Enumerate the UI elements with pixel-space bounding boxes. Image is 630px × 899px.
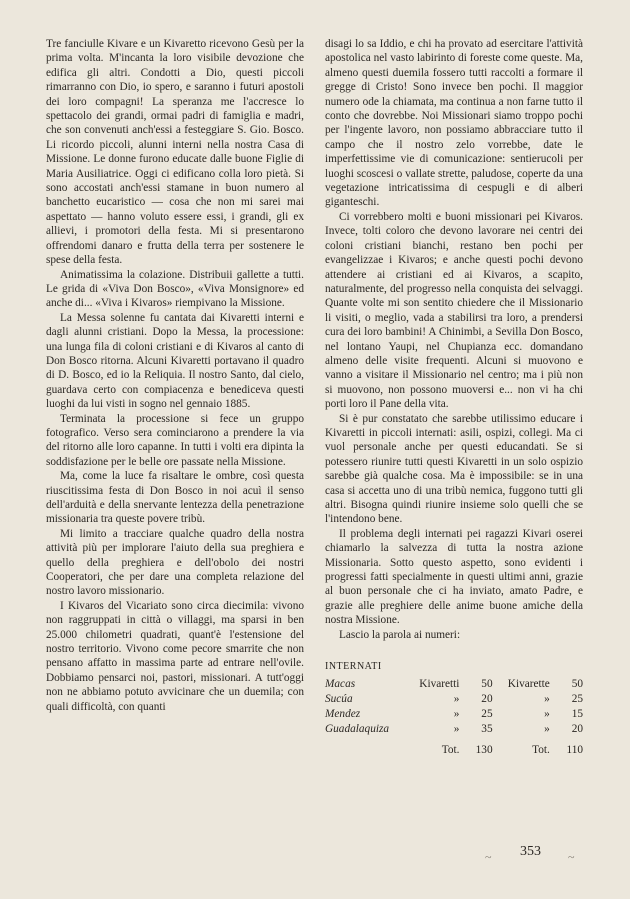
- paragraph: Mi limito a tracciare qualche quadro della nostra attività più per implorare l'aiuto della sua preghiera e quello della preghiera e dell'obolo dei nostri Cooperatori, che per dare una completa relazione del nostro lavoro missionario.: [46, 527, 304, 598]
- female-value-cell: 50: [571, 677, 583, 690]
- male-label-cell: Kivaretti: [419, 677, 460, 690]
- totals-row: [325, 736, 583, 757]
- female-label-cell: »: [544, 692, 550, 705]
- right-column: [325, 37, 583, 757]
- female-total-value: 110: [566, 743, 583, 756]
- place-cell: Macas: [325, 677, 356, 690]
- paragraph: I Kivaros del Vicariato sono circa diecimila: vivono non raggruppati in città o villaggi, ma sparsi in ben 25.000 chilometri quadrati, quant'è l'estensione del nostro territorio. Vivono come pecore smarrite che non pensano affatto in massima parte ad entrare nell'ovile. Dobbiamo pensarci noi, pastori, missionari. A tutt'oggi non ne abbiamo potuto avvicinare che un duemila; con quali difficoltà, con quanti: [46, 599, 304, 713]
- decorative-mark: ~: [485, 850, 492, 864]
- table-row: [325, 676, 583, 691]
- page-number: 353: [520, 844, 541, 859]
- paragraph: Lascio la parola ai numeri:: [339, 628, 461, 641]
- paragraph: Terminata la processione si fece un gruppo fotografico. Verso sera cominciarono a prendere la via del ritorno alle loro capanne. In tutti i volti era dipinta la soddisfazione per le belle ore passate nella Missione.: [46, 412, 304, 468]
- male-label-cell: »: [453, 707, 460, 720]
- male-total-value: 130: [475, 743, 493, 756]
- male-label-cell: »: [453, 692, 460, 705]
- place-cell: Mendez: [325, 707, 361, 720]
- paragraph: Ci vorrebbero molti e buoni missionari pei Kivaros. Invece, tolti coloro che devono lavorare nei centri dei coloni cristiani bianchi, restano ben pochi per evangelizzae i Kivaros; e anche questi pochi devono attendere ai cristiani ed ai Kivaros, a scapito, naturalmente, del progresso nella conquista dei selvaggi. Quante volte mi son sentito chiedere che il Missionario li visiti, o meglio, vada a stabilirsi tra loro, a prendersi cura dei loro bambini! A Chinimbi, a Sevilla Don Bosco, nel lontano Yaupi, nel Chupianza ecc. domandano almeno delle visite frequenti. Alcuni si muovono e vanno a visitare il Missionario nel centro; ma i più non si muovono, non possono muoversi e... non vi ha chi porti loro il Pane della vita.: [325, 210, 583, 411]
- female-value-cell: 20: [571, 722, 583, 735]
- left-column: [46, 37, 304, 714]
- female-label-cell: »: [544, 722, 550, 735]
- paragraph: La Messa solenne fu cantata dai Kivaretti interni e dagli alunni cristiani. Dopo la Messa, la processione: una lunga fila di coloni cristiani e di Kivaros al canto di Don Bosco ritorna. Alcuni Kivaretti portavano il quadro di D. Bosco, ed io la Reliquia. Il nostro Santo, dal cielo, guardava certo con compiacenza e benediceva questi luoghi da lui visti in sogno nel gennaio 1885.: [46, 311, 304, 411]
- table-row: [325, 721, 583, 736]
- paragraph: Animatissima la colazione. Distribuii gallette a tutti. Le grida di «Viva Don Bosco», «Viva Monsignore» ed anche di... «Viva i Kivaros» riempivano la Missione.: [46, 268, 304, 310]
- male-value-cell: 35: [481, 722, 493, 735]
- internati-table: [325, 676, 583, 757]
- table-row: [325, 691, 583, 706]
- paragraph: Ma, come la luce fa risaltare le ombre, così questa riuscitissima festa di Don Bosco in noi acuì il senso dell'arduità e della snervante lentezza della penetrazione missionaria tra queste povere tribù.: [46, 470, 304, 526]
- table-row: [325, 706, 583, 721]
- male-value-cell: 50: [481, 677, 493, 690]
- female-total-label: Tot.: [532, 743, 550, 756]
- place-cell: Guadalaquiza: [325, 722, 390, 735]
- female-label-cell: Kivarette: [507, 677, 550, 690]
- paragraph: disagi lo sa Iddio, e chi ha provato ad esercitare l'attività apostolica nel vasto labirinto di foreste come queste. Ma, almeno questi duemila fossero tutti raccolti a formare il gregge di Cristo! Sono invece ben pochi. Il maggior numero ode la chiamata, ma continua a non farne tutto il conto che dovrebbe. Noi Missionari siamo troppo pochi per l'ingente lavoro, non possiamo abbracciare tutto il campo che il nostro zelo vorrebbe, date le imperfettissime vie di comunicazione: sentierucoli per luoghi scoscesi o vallate strette, paludose, coperte da una vegetazione intricatissima di cespugli e di alberi giganteschi.: [325, 38, 583, 209]
- table-title: INTERNATI: [325, 661, 382, 673]
- female-value-cell: 25: [571, 692, 583, 705]
- male-total-label: Tot.: [441, 743, 460, 756]
- paragraph: Si è pur constatato che sarebbe utilissimo educare i Kivaretti in piccoli internati: asili, ospizi, collegi. Ma ci vuol personale anche per questi educandati. Se si potessero riunire tutti questi Kivaretti in un solo ospizio sarebbe già qualche cosa. Ma è impossibile: se in una casa si accetta uno di una tribù nemica, fuggono tutti gli altri. Bisogna quindi riunire insieme solo quelli che se l'intendono bene.: [325, 412, 583, 526]
- male-value-cell: 25: [481, 707, 493, 720]
- paragraph: Il problema degli internati pei ragazzi Kivari oserei chiamarlo la salvezza di tutta la nostra azione Missionaria. Sotto questo aspetto, sono evidenti i progressi fatti specialmente in questi ultimi anni, grazie al buon personale che ci ha inviato, amato Padre, e grazie alle preghiere delle anime buone amiche della nostra Missione.: [325, 527, 583, 627]
- male-value-cell: 20: [481, 692, 493, 705]
- female-value-cell: 15: [571, 707, 583, 720]
- place-cell: Sucúa: [325, 692, 353, 705]
- decorative-mark: ~: [568, 850, 575, 864]
- male-label-cell: »: [453, 722, 460, 735]
- female-label-cell: »: [544, 707, 550, 720]
- paragraph: Tre fanciulle Kivare e un Kivaretto ricevono Gesù per la prima volta. M'incanta la loro visibile devozione che edifica gli altri. Condotti a Dio, questi piccoli rimarranno con Dio, io spero, e saranno i futuri apostoli dei loro compagni! La speranza me l'accresce lo spettacolo dei grandi, ormai padri di famiglia e madri, che son convenuti anch'essi a festeggiare S. Gio. Bosco. Li ricordo piccoli, alunni interni nella nostra Casa di Missione. Le donne furono educate dalle buone Figlie di Maria Ausiliatrice. Oggi ci edificano colla loro pietà. Si sono accostati anch'essi stamane in buon numero al banchetto eucaristico — cosa che non mi sarei mai aspettato — hanno voluto essere essi, i grandi, gli ex allievi, i promotori della festa. Mi si presentarono offrendomi danaro e frutta della terra per sostenere le spese della festa.: [46, 38, 304, 267]
